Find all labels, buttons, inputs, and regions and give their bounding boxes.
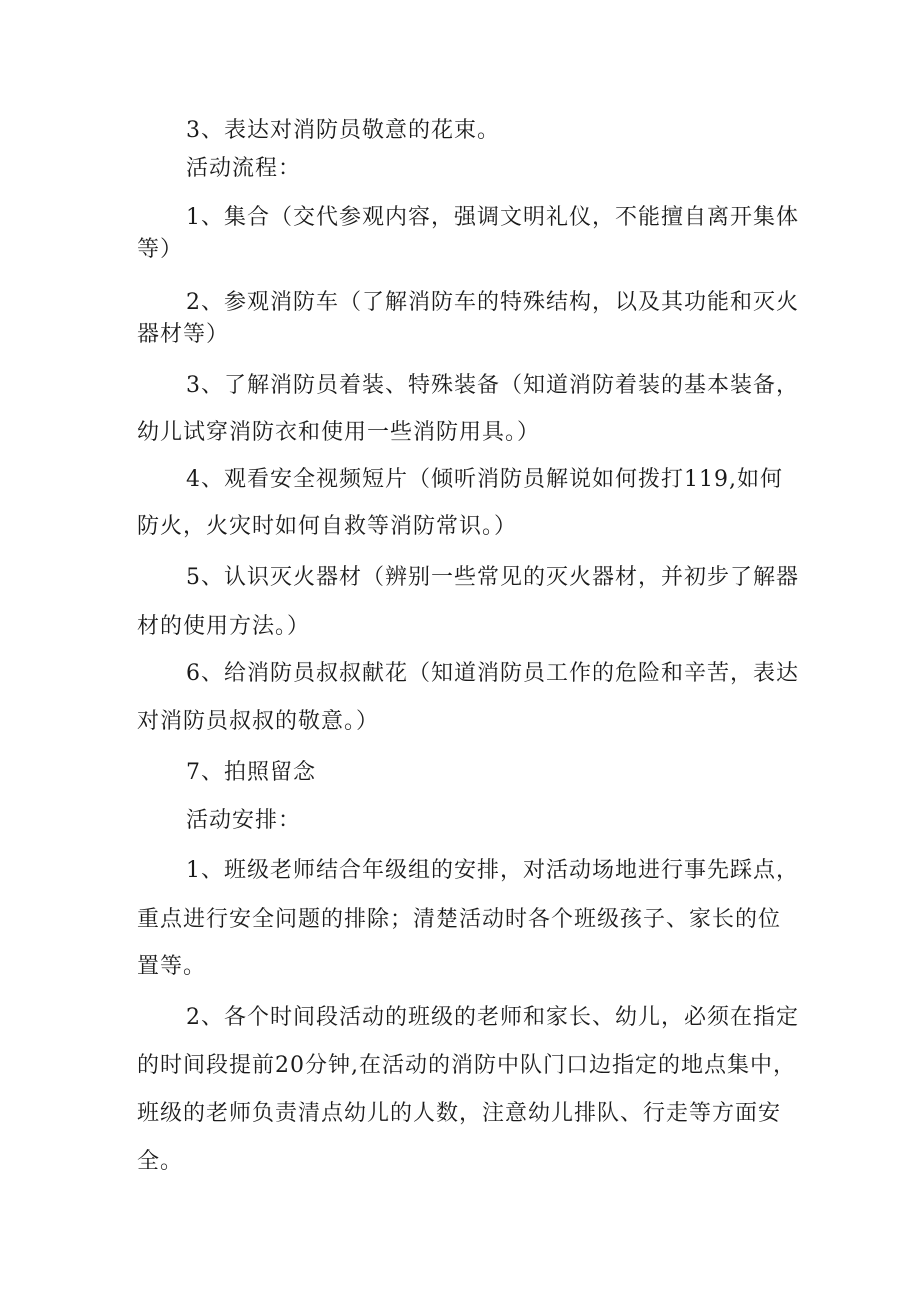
arrangement-item-2-line-3: 班级的老师负责清点幼儿的人数，注意幼儿排队、行走等方面安	[137, 1101, 782, 1126]
process-item-4-line-2: 防火，火灾时如何自救等消防常识。）	[137, 514, 518, 539]
arrangement-item-2-line-1: 2、各个时间段活动的班级的老师和家长、幼儿，必须在指定	[186, 1005, 799, 1030]
process-item-3-line-2: 幼儿试穿消防衣和使用一些消防用具。）	[137, 420, 541, 445]
process-item-3-line-1: 3、了解消防员着装、特殊装备（知道消防着装的基本装备，	[186, 373, 799, 398]
process-item-7: 7、拍照留念	[186, 760, 316, 785]
process-item-2-line-1: 2、参观消防车（了解消防车的特殊结构，以及其功能和灭火	[186, 290, 799, 315]
process-item-1-line-2: 等）	[137, 237, 184, 262]
arrangement-item-2-line-2: 的时间段提前20分钟,在活动的消防中队门口边指定的地点集中，	[137, 1053, 796, 1078]
process-item-5-line-2: 材的使用方法。）	[137, 614, 311, 639]
arrangement-item-1-line-3: 置等。	[137, 954, 207, 979]
process-item-6-line-2: 对消防员叔叔的敬意。）	[137, 709, 380, 734]
arrangement-item-1-line-2: 重点进行安全问题的排除；清楚活动时各个班级孩子、家长的位	[137, 907, 782, 932]
process-item-1-line-1: 1、集合（交代参观内容，强调文明礼仪，不能擅自离开集体	[186, 205, 799, 230]
arrangement-heading: 活动安排：	[186, 808, 302, 833]
intro-item: 3、表达对消防员敬意的花束。	[186, 118, 500, 143]
process-item-2-line-2: 器材等）	[137, 322, 230, 347]
process-item-4-line-1: 4、观看安全视频短片（倾听消防员解说如何拨打119,如何	[186, 467, 783, 492]
arrangement-item-2-line-4: 全。	[137, 1149, 184, 1174]
process-item-5-line-1: 5、认识灭火器材（辨别一些常见的灭火器材，并初步了解器	[186, 565, 799, 590]
process-heading: 活动流程：	[186, 156, 302, 181]
arrangement-item-1-line-1: 1、班级老师结合年级组的安排，对活动场地进行事先踩点，	[186, 858, 799, 883]
process-item-6-line-1: 6、给消防员叔叔献花（知道消防员工作的危险和辛苦，表达	[186, 661, 799, 686]
